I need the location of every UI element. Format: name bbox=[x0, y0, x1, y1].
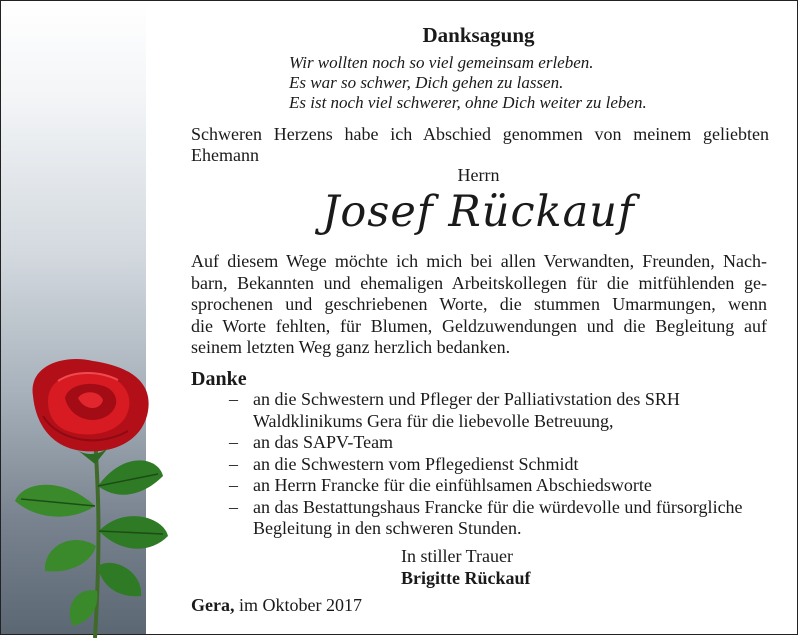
date: im Oktober 2017 bbox=[238, 595, 362, 615]
signer-name: Brigitte Rückauf bbox=[401, 568, 531, 588]
thanks-list bbox=[229, 389, 769, 540]
salutation: Herrn bbox=[457, 165, 500, 185]
list-item bbox=[229, 475, 769, 497]
poem-line: Wir wollten noch so viel gemeinsam erleben. bbox=[289, 53, 594, 72]
dash-bullet: – bbox=[229, 453, 238, 474]
intro-text: Schweren Herzens habe ich Abschied genommen von meinem geliebten Ehemann bbox=[191, 124, 769, 165]
rose-icon bbox=[3, 356, 173, 638]
list-item-text: an Herrn Francke für die einfühlsamen Abschiedsworte bbox=[253, 475, 652, 495]
poem-line: Es ist noch viel schwerer, ohne Dich weiter zu leben. bbox=[289, 93, 647, 112]
deceased-name: Josef Rückauf bbox=[322, 187, 635, 237]
list-item bbox=[229, 454, 769, 476]
page-title: Danksagung bbox=[422, 23, 535, 47]
message-line: barn, Bekannten und ehemaligen Arbeitskollegen für die mitfühlenden ge- bbox=[191, 272, 767, 293]
signature-block bbox=[401, 545, 531, 589]
mourning-phrase: In stiller Trauer bbox=[401, 546, 513, 566]
place-date bbox=[191, 595, 362, 616]
dash-bullet: – bbox=[229, 475, 238, 495]
dash-bullet: – bbox=[229, 389, 238, 409]
dash-bullet: – bbox=[229, 432, 238, 452]
list-item bbox=[229, 432, 769, 454]
list-item bbox=[229, 497, 769, 540]
poem bbox=[289, 53, 647, 113]
list-item-text: an die Schwestern und Pfleger der Palliativstation des SRH Waldklinikums Gera für die liebevolle Betreuung, bbox=[253, 389, 680, 431]
message-paragraph bbox=[191, 251, 767, 359]
dash-bullet: – bbox=[229, 496, 238, 517]
list-item-text: an das Bestattungshaus Francke für die würdevolle und fürsorgliche Begleitung in den schweren Stunden. bbox=[253, 496, 743, 538]
message-line: sprochenen und geschriebenen Worte, die stummen Umarmungen, wenn bbox=[191, 294, 767, 314]
message-line: die Worte fehlten, für Blumen, Geldzuwendungen und die Begleitung auf bbox=[191, 315, 767, 336]
list-item bbox=[229, 389, 769, 432]
danke-heading: Danke bbox=[191, 368, 247, 390]
message-line: seinem letzten Weg ganz herzlich bedanken. bbox=[191, 337, 511, 357]
message-line: Auf diesem Wege möchte ich mich bei allen Verwandten, Freunden, Nach- bbox=[191, 251, 767, 271]
list-item-text: an die Schwestern vom Pflegedienst Schmidt bbox=[253, 453, 579, 474]
poem-line: Es war so schwer, Dich gehen zu lassen. bbox=[289, 73, 564, 92]
list-item-text: an das SAPV-Team bbox=[253, 432, 394, 452]
place: Gera, bbox=[191, 595, 235, 615]
